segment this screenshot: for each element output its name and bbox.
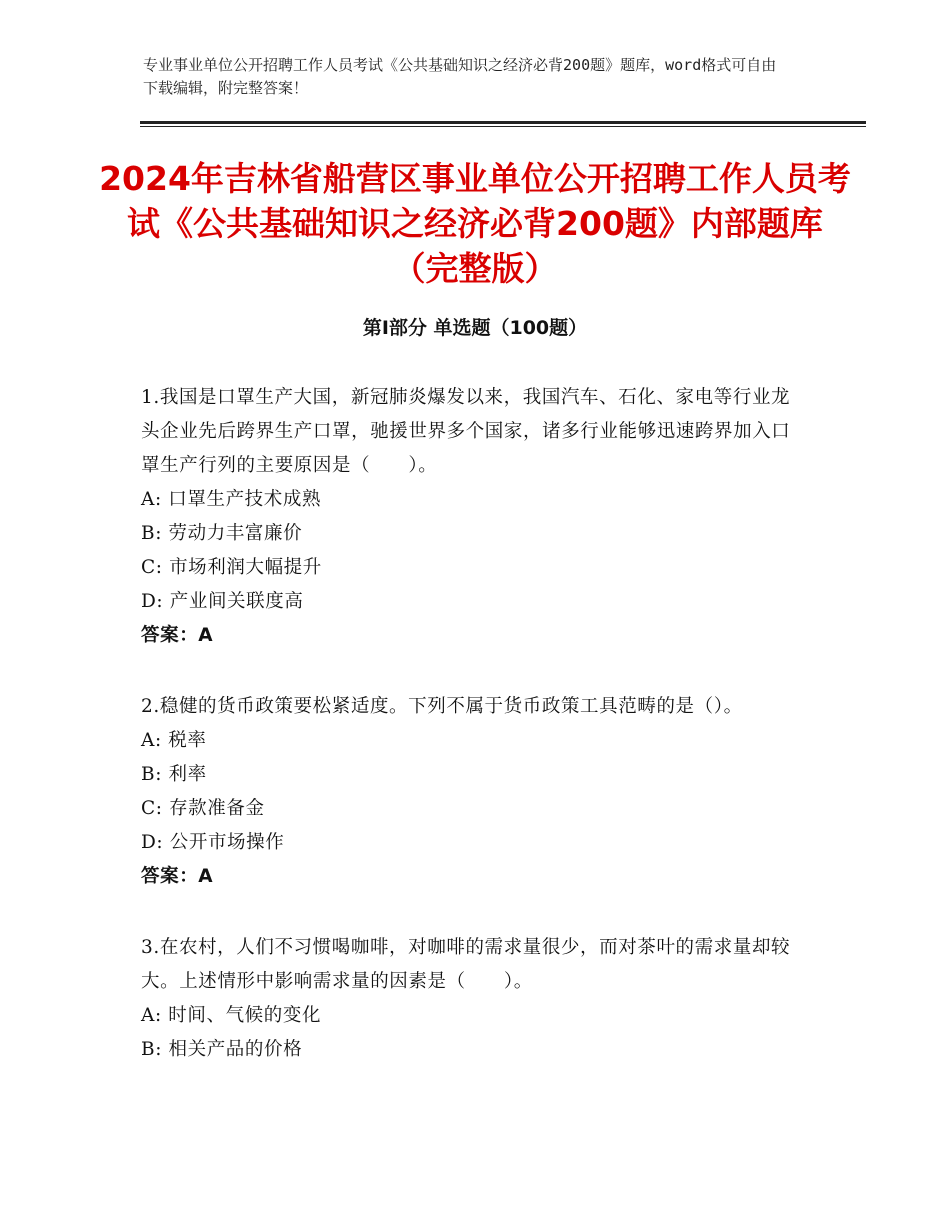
option-a: A: 口罩生产技术成熟 [141, 489, 322, 510]
question-stem: 2.稳健的货币政策要松紧适度。下列不属于货币政策工具范畴的是（）。 [141, 696, 743, 717]
answer: 答案：A [141, 866, 214, 887]
document-title: 2024年吉林省船营区事业单位公开招聘工作人员考试《公共基础知识之经济必背200题》内部题库（完整版） [99, 159, 851, 288]
option-c: C: 市场利润大幅提升 [141, 557, 322, 578]
answer: 答案：A [141, 625, 214, 646]
question-list [141, 381, 801, 1104]
question-3 [141, 931, 801, 1067]
header-note: 专业事业单位公开招聘工作人员考试《公共基础知识之经济必背200题》题库，word格式可自由下载编辑，附完整答案！ [143, 56, 777, 97]
header-rule-thin [140, 126, 866, 127]
question-stem: 3.在农村，人们不习惯喝咖啡，对咖啡的需求量很少，而对茶叶的需求量却较大。上述情形中影响需求量的因素是（ ）。 [141, 937, 791, 992]
option-d: D: 产业间关联度高 [141, 591, 304, 612]
option-b: B: 劳动力丰富廉价 [141, 523, 303, 544]
question-stem: 1.我国是口罩生产大国，新冠肺炎爆发以来，我国汽车、石化、家电等行业龙头企业先后跨界生产口罩，驰援世界多个国家，诸多行业能够迅速跨界加入口罩生产行列的主要原因是（ ）。 [141, 387, 791, 476]
option-a: A: 时间、气候的变化 [141, 1005, 322, 1026]
option-a: A: 税率 [141, 730, 207, 751]
option-c: C: 存款准备金 [141, 798, 265, 819]
question-1 [141, 381, 801, 653]
header-rule-thick [140, 121, 866, 124]
option-b: B: 利率 [141, 764, 207, 785]
option-d: D: 公开市场操作 [141, 832, 285, 853]
section-heading: 第Ⅰ部分 单选题（100题） [362, 317, 588, 339]
option-b: B: 相关产品的价格 [141, 1039, 303, 1060]
question-2 [141, 690, 801, 894]
